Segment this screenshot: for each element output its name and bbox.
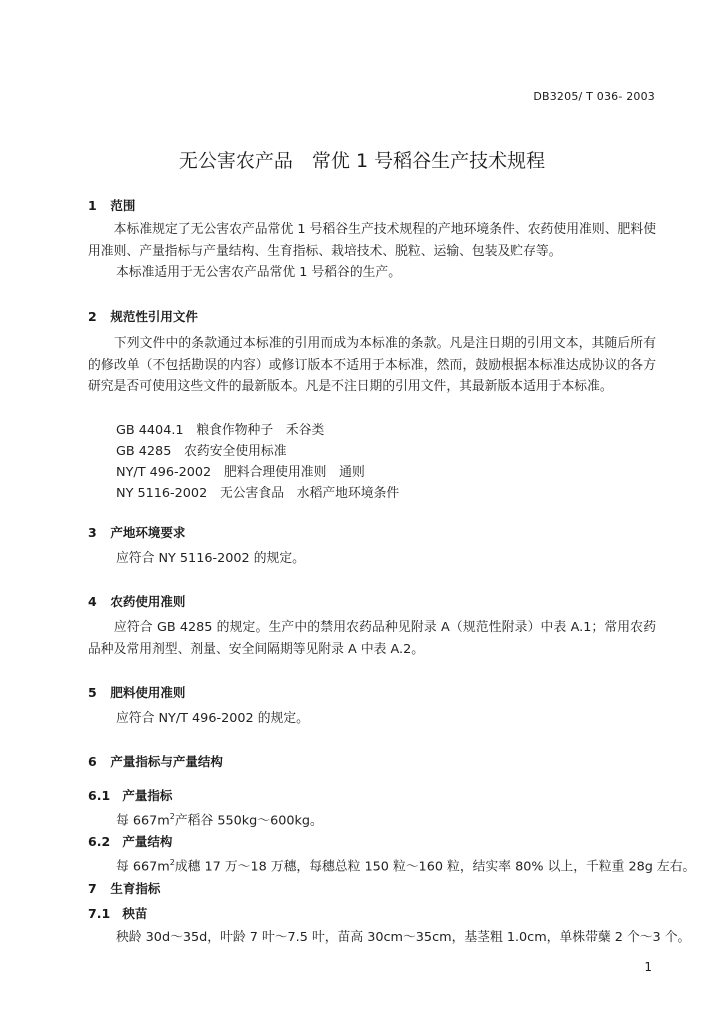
text-run: 成穗 17 万～18 万穗，每穗总粒 150 粒～160 粒，结实率 80% 以上，千粒重 28g 左右。	[174, 859, 696, 875]
paragraph: 应符合 NY/T 496-2002 的规定。	[116, 711, 309, 726]
paragraph: 应符合 GB 4285 的规定。生产中的禁用农药品种见附录 A（规范性附录）中表 A.1；常用农药品种及常用剂型、剂量、安全间隔期等见附录 A 中表 A.2。	[88, 620, 656, 657]
section-number: 7	[88, 881, 97, 896]
paragraph: 下列文件中的条款通过本标准的引用而成为本标准的条款。凡是注日期的引用文本，其随后所有的修改单（不包括勘误的内容）或修订版本不适用于本标准，然而，鼓励根据本标准达成协议的各方研究是否可使用这些文件的最新版本。凡是不注日期的引用文件，其最新版本适用于本标准。	[88, 336, 656, 394]
document-code: DB3205/ T 036- 2003	[533, 90, 655, 103]
section-number: 3	[88, 525, 97, 540]
section-heading-1	[88, 196, 135, 214]
superscript: 2	[169, 812, 175, 821]
section-number: 5	[88, 685, 97, 700]
section-number: 1	[88, 198, 97, 213]
section-title: 秧苗	[122, 906, 148, 921]
section-title: 产量指标	[122, 788, 173, 803]
section-title: 范围	[110, 198, 136, 213]
reference-item: NY/T 496-2002 肥料合理使用准则 通则	[116, 465, 365, 480]
section-heading-6	[88, 752, 223, 770]
subsection-heading-7-1	[88, 904, 147, 922]
section-number: 6.1	[88, 788, 111, 803]
section-title: 产量指标与产量结构	[110, 754, 223, 769]
section-title: 产地环境要求	[110, 525, 186, 540]
text-run: 产稻谷 550kg～600kg。	[174, 813, 323, 829]
section-number: 4	[88, 594, 97, 609]
section-title: 产量结构	[122, 834, 173, 849]
section-number: 2	[88, 309, 97, 324]
section-number: 6	[88, 754, 97, 769]
section-title: 农药使用准则	[110, 594, 186, 609]
reference-item: GB 4285 农药安全使用标准	[116, 444, 287, 459]
section-heading-4	[88, 592, 185, 610]
section-heading-3	[88, 523, 185, 541]
subsection-heading-6-2	[88, 832, 172, 850]
paragraph	[116, 853, 695, 877]
section-number: 6.2	[88, 834, 111, 849]
reference-item: GB 4404.1 粮食作物种子 禾谷类	[116, 423, 325, 438]
section-number: 7.1	[88, 906, 111, 921]
section-title: 生育指标	[110, 881, 161, 896]
paragraph: 应符合 NY 5116-2002 的规定。	[116, 551, 305, 566]
section-heading-2	[88, 307, 198, 325]
paragraph	[116, 807, 323, 831]
superscript: 2	[169, 858, 175, 867]
section-title: 规范性引用文件	[110, 309, 198, 324]
text-run: 每 667m	[116, 859, 170, 875]
page-number: 1	[644, 960, 652, 974]
reference-item: NY 5116-2002 无公害食品 水稻产地环境条件	[116, 486, 400, 501]
section-heading-5	[88, 683, 185, 701]
section-title: 肥料使用准则	[110, 685, 186, 700]
paragraph: 本标准规定了无公害农产品常优 1 号稻谷生产技术规程的产地环境条件、农药使用准则、肥料使用准则、产量指标与产量结构、生育指标、栽培技术、脱粒、运输、包装及贮存等。	[88, 222, 656, 259]
text-run: 每 667m	[116, 813, 170, 829]
page-title: 无公害农产品 常优 1 号稻谷生产技术规程	[178, 150, 546, 172]
section-heading-7	[88, 879, 160, 897]
paragraph: 秧龄 30d～35d，叶龄 7 叶～7.5 叶，苗高 30cm～35cm，基茎粗 1.0cm，单株带蘖 2 个～3 个。	[116, 930, 691, 945]
subsection-heading-6-1	[88, 786, 172, 804]
paragraph: 本标准适用于无公害农产品常优 1 号稻谷的生产。	[116, 265, 402, 280]
